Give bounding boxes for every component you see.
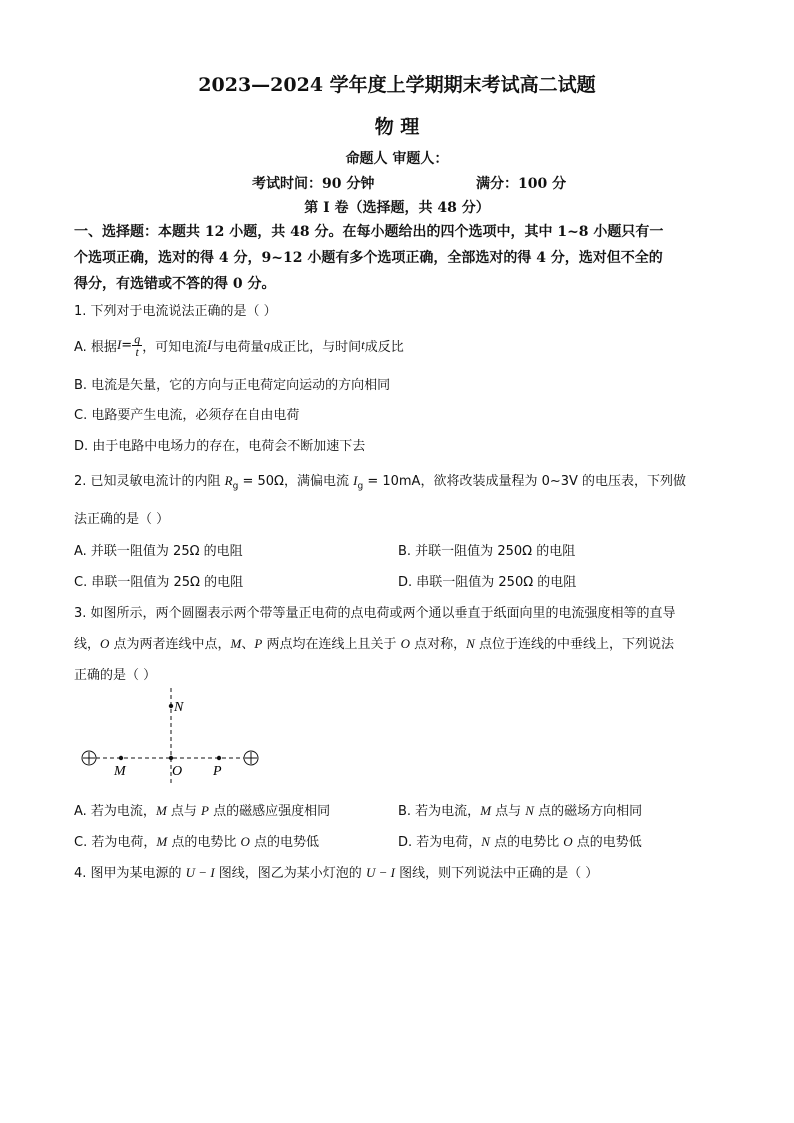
q1-a-denominator: t	[135, 344, 139, 359]
q2-stem-line1	[74, 470, 686, 492]
q3-stem-line3: 正确的是（ ）	[74, 668, 157, 683]
q3-stem-line2	[74, 633, 674, 652]
point-M-dot	[119, 756, 123, 760]
q3-a-mid: 点与	[166, 804, 202, 819]
point-P-dot	[217, 756, 221, 760]
q2-stem-prefix: 2. 已知灵敏电流计的内阻	[74, 474, 225, 489]
q1-a-var-t: t	[361, 337, 365, 352]
q2-sub-g2: g	[357, 481, 364, 492]
left-charge-icon	[82, 751, 96, 765]
q1-a-mid1: ，可知电流	[142, 339, 208, 355]
q1-a-end: 成反比	[364, 339, 404, 355]
q1-a-mid3: 成正比，与时间	[270, 339, 362, 355]
section-instructions-line3: 得分，有选错或不答的得 0 分。	[74, 276, 276, 292]
q3-l2-end: 点位于连线的中垂线上，下列说法	[474, 637, 674, 652]
q3-l2-O2: O	[400, 636, 411, 651]
q4-UI-2: U − I	[365, 865, 395, 880]
q2-option-a: A. 并联一阻值为 25Ω 的电阻	[74, 544, 243, 559]
q1-a-fraction	[132, 333, 142, 358]
q4-stem	[74, 862, 598, 881]
q3-b-mid: 点与	[491, 804, 526, 819]
q3-b-end: 点的磁场方向相同	[533, 804, 643, 819]
q3-b-N: N	[525, 803, 534, 818]
point-N-dot	[169, 704, 173, 708]
q2-stem-mid1: = 50Ω，满偏电流	[238, 474, 354, 489]
q3-a-pre: A. 若为电流，	[74, 804, 156, 819]
q2-var-I: I	[353, 473, 358, 488]
authors-line: 命题人 审题人：	[345, 151, 449, 167]
q2-stem-mid2: = 10mA，欲将改装成量程为 0~3V 的电压表，下列做	[363, 474, 687, 489]
q3-l2-M: M	[230, 636, 242, 651]
q3-a-P: P	[201, 803, 209, 818]
q2-stem-line2: 法正确的是（ ）	[74, 512, 170, 527]
q3-d-pre: D. 若为电荷，	[398, 835, 482, 850]
q3-c-mid: 点的电势比	[167, 835, 241, 850]
full-score: 满分：100 分	[476, 176, 567, 192]
q3-c-end: 点的电势低	[249, 835, 319, 850]
q3-l2-N: N	[466, 636, 475, 651]
q2-var-R: R	[224, 473, 233, 488]
q1-option-c: C. 电路要产生电流，必须存在自由电荷	[74, 408, 300, 423]
q3-d-N: N	[481, 834, 490, 849]
q3-stem-line1: 3. 如图所示，两个圆圈表示两个带等量正电荷的点电荷或两个通以垂直于纸面向里的电流强度相等的直导	[74, 606, 676, 621]
q1-a-prefix: A. 根据	[74, 339, 117, 355]
exam-time: 考试时间：90 分钟	[252, 176, 375, 192]
q3-l2-mid1: 点为两者连线中点，	[109, 637, 231, 652]
q3-c-O: O	[240, 834, 250, 849]
section-instructions-line1: 一、选择题：本题共 12 小题，共 48 分。在每小题给出的四个选项中，其中 1~8 小题只有一	[74, 224, 664, 240]
q3-l2-mid4: 点对称，	[410, 637, 467, 652]
point-O-dot	[169, 756, 173, 760]
q3-d-mid: 点的电势比	[489, 835, 564, 850]
q3-option-a	[74, 800, 330, 819]
q3-l2-P: P	[254, 636, 263, 651]
q3-c-M: M	[156, 834, 168, 849]
q1-a-var-I: I	[116, 337, 122, 352]
q3-d-end: 点的电势低	[572, 835, 642, 850]
q3-d-O: O	[563, 834, 573, 849]
subject-title: 物 理	[374, 116, 420, 138]
section-instructions-line2: 个选项正确，选对的得 4 分，9~12 小题有多个选项正确，全部选对的得 4 分，选对但不全的	[74, 250, 663, 266]
q2-option-c: C. 串联一阻值为 25Ω 的电阻	[74, 575, 244, 590]
q1-a-equals: =	[121, 337, 133, 353]
q3-l2-O1: O	[100, 636, 110, 651]
q3-l2-pre: 线，	[74, 637, 101, 652]
q3-c-pre: C. 若为电荷，	[74, 835, 157, 850]
q3-option-c	[74, 831, 319, 850]
right-charge-icon	[244, 751, 258, 765]
q4-UI-1: U − I	[185, 865, 215, 880]
label-O: O	[172, 764, 183, 779]
q1-a-numerator: q	[134, 331, 141, 346]
label-M: M	[114, 764, 126, 779]
q4-pre: 4. 图甲为某电源的	[74, 866, 186, 881]
q4-end: 图线，则下列说法中正确的是（ ）	[394, 866, 599, 881]
q3-a-M: M	[155, 803, 167, 818]
q3-b-M: M	[480, 803, 492, 818]
q3-a-end: 点的磁感应强度相同	[209, 804, 331, 819]
label-N: N	[174, 700, 184, 715]
q3-option-d	[398, 831, 642, 850]
exam-title: 2023—2024 学年度上学期期末考试高二试题	[198, 74, 596, 96]
q1-option-d: D. 由于电路中电场力的存在，电荷会不断加速下去	[74, 439, 366, 454]
q4-mid: 图线，图乙为某小灯泡的	[214, 866, 366, 881]
q2-option-b: B. 并联一阻值为 250Ω 的电阻	[398, 544, 576, 559]
q1-stem: 1. 下列对于电流说法正确的是（ ）	[74, 304, 277, 319]
q3-b-pre: B. 若为电流，	[398, 804, 481, 819]
q3-option-b	[398, 800, 642, 819]
q1-a-mid2: 与电荷量	[211, 339, 264, 355]
volume-title: 第 I 卷（选择题，共 48 分）	[304, 200, 490, 216]
q1-a-var-q: q	[263, 337, 271, 352]
q2-option-d: D. 串联一阻值为 250Ω 的电阻	[398, 575, 577, 590]
q3-figure	[70, 685, 270, 785]
q3-l2-mid3: 两点均在连线上且关于	[262, 637, 401, 652]
q1-option-b: B. 电流是矢量，它的方向与正电荷定向运动的方向相同	[74, 378, 391, 393]
q1-option-a	[74, 327, 404, 363]
q2-sub-g1: g	[232, 481, 239, 492]
label-P: P	[213, 764, 222, 779]
q1-a-var-I2: I	[207, 337, 212, 352]
q3-l2-mid2: 、	[241, 637, 255, 652]
